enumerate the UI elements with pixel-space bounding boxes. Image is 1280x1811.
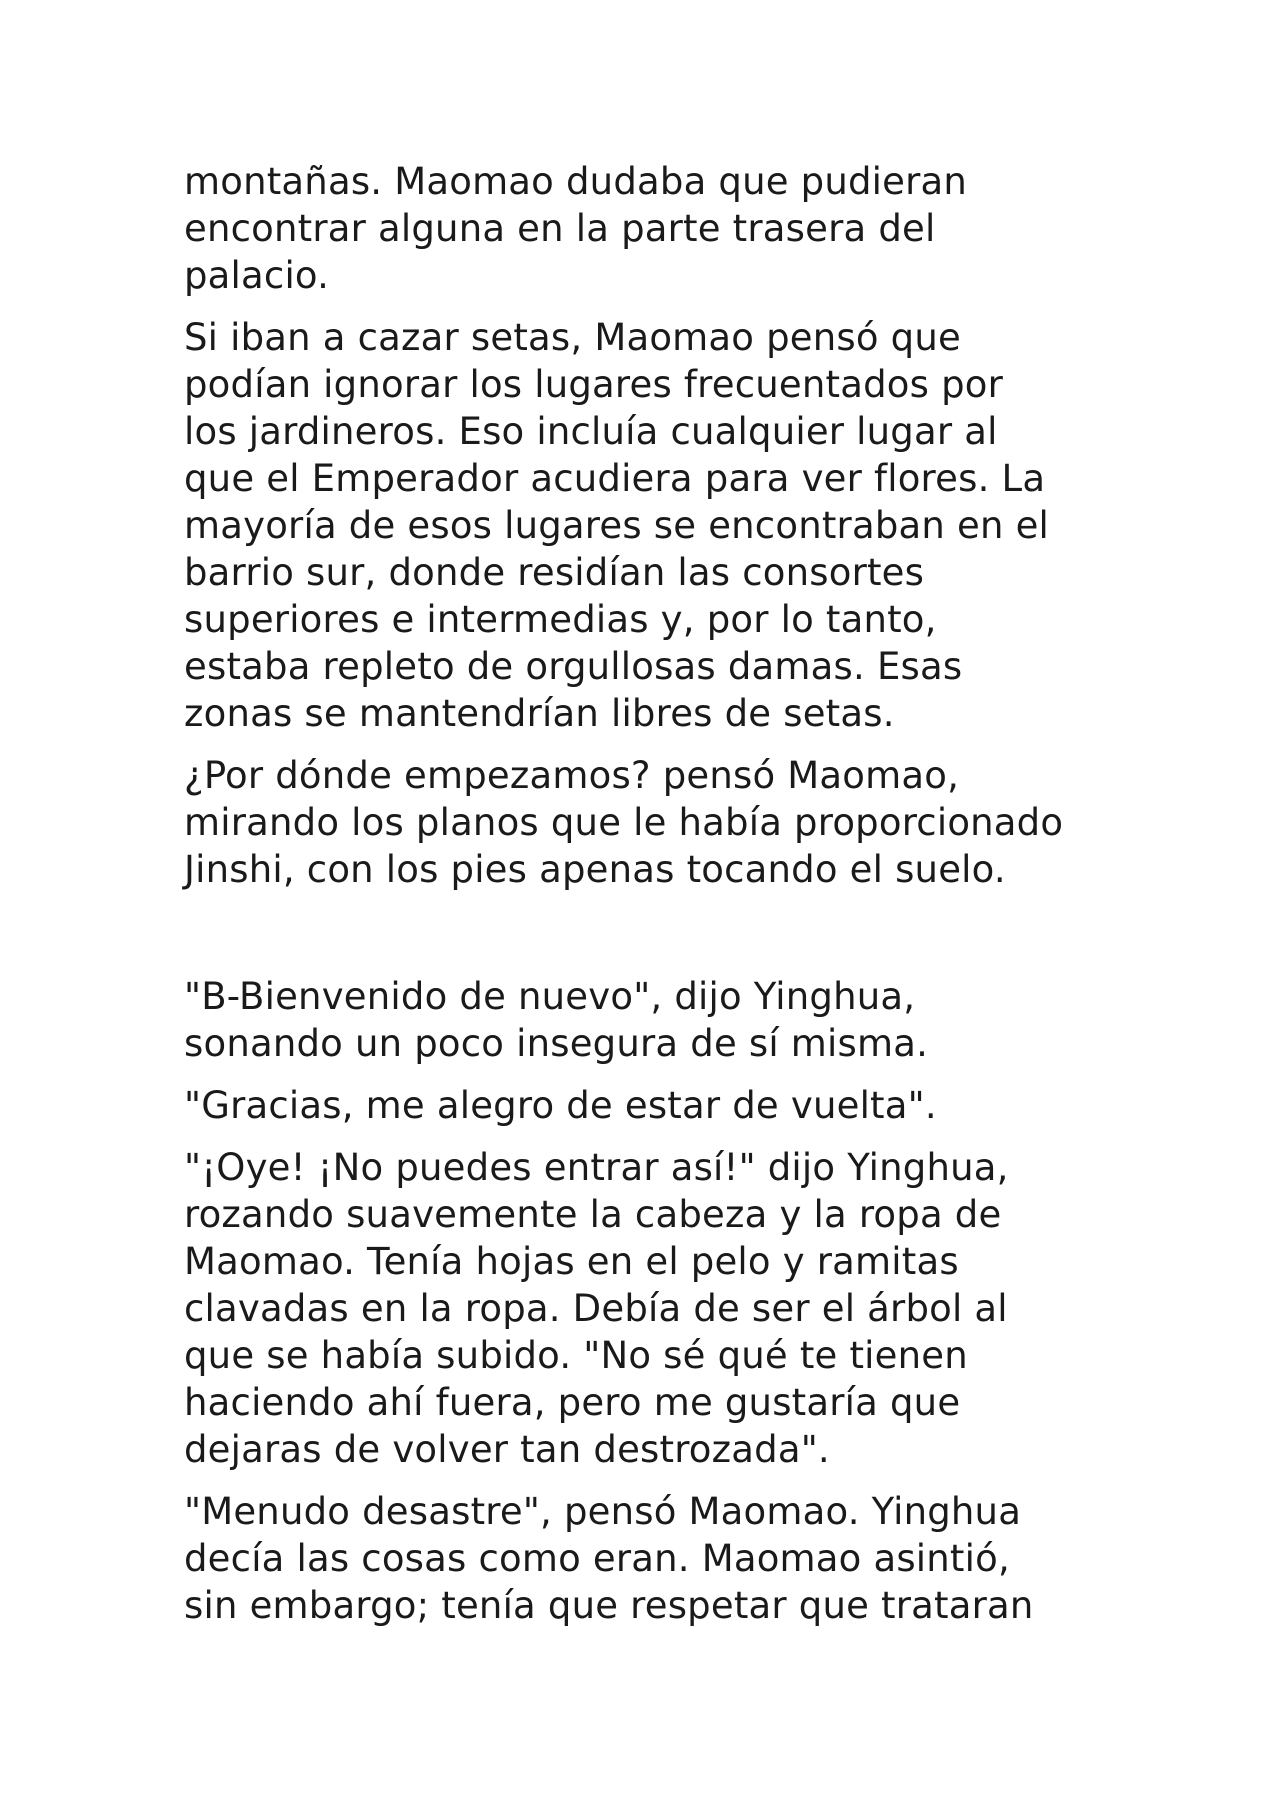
scene-break — [184, 908, 1124, 973]
paragraph-5: "Gracias, me alegro de estar de vuelta". — [184, 1084, 937, 1127]
paragraph-6: "¡Oye! ¡No puedes entrar así!" dijo Yinghua, rozando suavemente la cabeza y la ropa de Maomao. Tenía hojas en el pelo y ramitas clavadas en la ropa. Debía de ser el árbol al que se había subido. "No sé qué te tienen haciendo ahí fuera, pero me gustaría que dejaras de volver tan destrozada". — [184, 1146, 1009, 1471]
paragraph-3: ¿Por dónde empezamos? pensó Maomao, mirando los planos que le había proporcionado Jinshi, con los pies apenas tocando el suelo. — [184, 754, 1064, 891]
paragraph-2: Si iban a cazar setas, Maomao pensó que podían ignorar los lugares frecuentados por los jardineros. Eso incluía cualquier lugar al que el Emperador acudiera para ver flores. La mayoría de esos lugares se encontraban en el barrio sur, donde residían las consortes superiores e intermedias y, por lo tanto, estaba repleto de orgullosas damas. Esas zonas se mantendrían libres de setas. — [184, 316, 1050, 735]
body-text — [184, 158, 1124, 1644]
paragraph-1: montañas. Maomao dudaba que pudieran encontrar alguna en la parte trasera del palacio. — [184, 160, 968, 297]
paragraph-7: "Menudo desastre", pensó Maomao. Yinghua decía las cosas como eran. Maomao asintió, sin embargo; tenía que respetar que trataran — [184, 1490, 1034, 1627]
paragraph-4: "B-Bienvenido de nuevo", dijo Yinghua, sonando un poco insegura de sí misma. — [184, 975, 929, 1065]
